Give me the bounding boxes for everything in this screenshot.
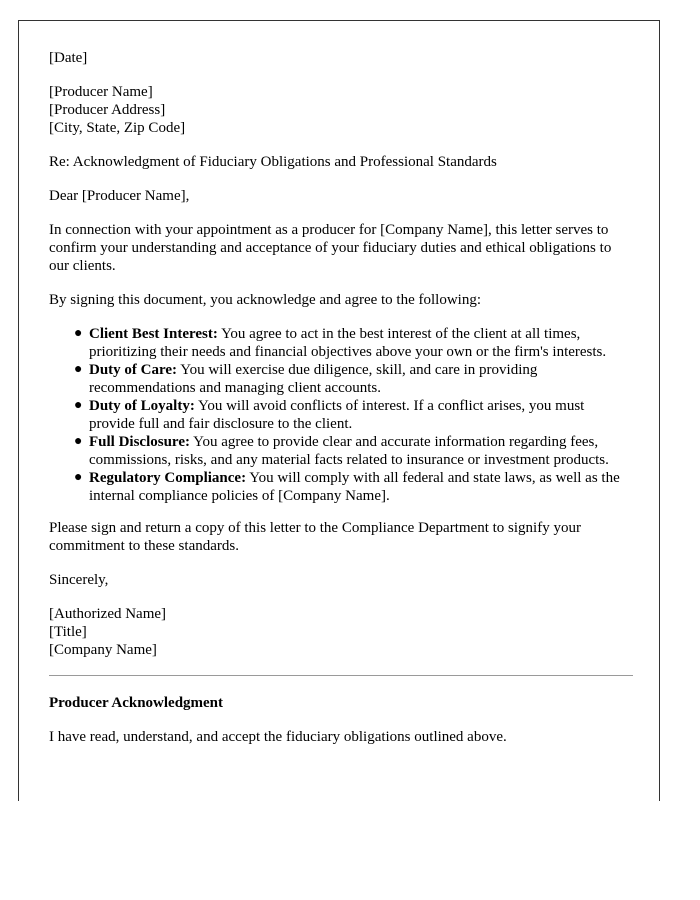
bullet-icon: ● — [74, 362, 83, 377]
intro-paragraph: In connection with your appointment as a producer for [Company Name], this letter serves to confirm your understanding and acceptance of your fiduciary duties and ethical obligations to our clients. — [49, 222, 612, 274]
salutation: Dear [Producer Name], — [49, 188, 190, 204]
obligation-text: You agree to act in the best interest of the client at all times, prioritizing their needs and financial objectives above your own or the firm's interests. — [89, 326, 607, 360]
list-item — [74, 433, 633, 469]
list-item — [74, 469, 633, 505]
obligation-text: You will exercise due diligence, skill, and care in providing recommendations and managing client accounts. — [89, 362, 538, 396]
valediction: Sincerely, — [49, 572, 109, 588]
recipient-city-line: [City, State, Zip Code] — [49, 120, 186, 136]
bullet-icon: ● — [74, 326, 83, 341]
recipient-name: [Producer Name] — [49, 84, 153, 100]
recipient-address: [Producer Address] — [49, 102, 166, 118]
bullet-icon: ● — [74, 398, 83, 413]
signatory-company: [Company Name] — [49, 642, 157, 658]
signatory-name: [Authorized Name] — [49, 606, 167, 622]
signatory-title: [Title] — [49, 624, 87, 640]
bullet-icon: ● — [74, 434, 83, 449]
obligation-title: Duty of Loyalty: — [89, 398, 195, 414]
closing-request-paragraph: Please sign and return a copy of this letter to the Compliance Department to signify your commitment to these standards. — [49, 520, 581, 554]
bullet-icon: ● — [74, 470, 83, 485]
obligation-text: You agree to provide clear and accurate information regarding fees, commissions, risks, and any material facts related to insurance or investment products. — [89, 434, 609, 468]
obligations-list — [49, 325, 633, 505]
obligation-title: Full Disclosure: — [89, 434, 190, 450]
lead-in-paragraph: By signing this document, you acknowledge and agree to the following: — [49, 292, 481, 308]
section-divider — [49, 675, 633, 676]
signature-block — [49, 605, 633, 659]
obligation-text: You will avoid conflicts of interest. If a conflict arises, you must provide full and fair disclosure to the client. — [89, 398, 585, 432]
obligation-text: You will comply with all federal and state laws, as well as the internal compliance policies of [Company Name]. — [89, 470, 620, 504]
letter-body — [49, 49, 633, 762]
recipient-address-block — [49, 83, 633, 137]
acknowledgment-statement: I have read, understand, and accept the fiduciary obligations outlined above. — [49, 729, 507, 745]
subject-line: Re: Acknowledgment of Fiduciary Obligations and Professional Standards — [49, 154, 497, 170]
list-item — [74, 361, 633, 397]
list-item — [74, 397, 633, 433]
obligation-title: Duty of Care: — [89, 362, 178, 378]
letter-date: [Date] — [49, 50, 88, 66]
obligation-title: Regulatory Compliance: — [89, 470, 247, 486]
list-item — [74, 325, 633, 361]
obligation-title: Client Best Interest: — [89, 326, 218, 342]
acknowledgment-heading: Producer Acknowledgment — [49, 695, 224, 711]
letter-page — [18, 20, 660, 801]
